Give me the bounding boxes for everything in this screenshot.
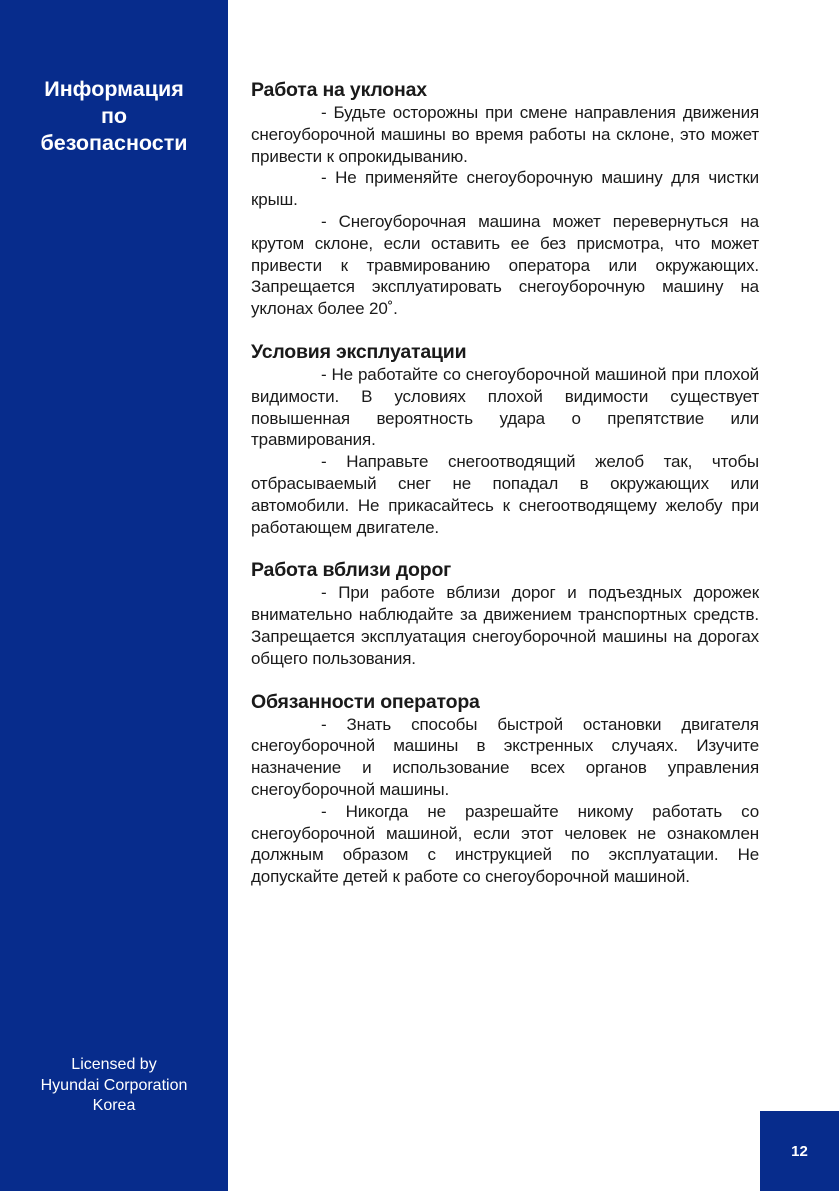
main-content: [251, 78, 759, 908]
paragraph: - Будьте осторожны при смене направления движения снегоуборочной машины во время работы на склоне, это может привести к опрокидыванию.: [251, 103, 759, 166]
section-near-roads: [251, 558, 759, 669]
paragraph: - Не работайте со снегоуборочной машиной при плохой видимости. В условиях плохой видимости существует повышенная вероятность удара о препятствие или травмирования.: [251, 364, 759, 450]
license-line: Hyundai Corporation: [40, 1076, 188, 1094]
section-slopes: [251, 78, 759, 320]
license-note: [0, 1055, 228, 1117]
section-heading: Работа на уклонах: [251, 79, 427, 101]
section-title-line: Информация: [44, 77, 184, 101]
paragraph: - Не применяйте снегоуборочную машину для чистки крыш.: [251, 168, 759, 210]
page-number: 12: [760, 1111, 839, 1191]
section-title: [0, 76, 228, 157]
paragraph: - Снегоуборочная машина может перевернуться на крутом склоне, если оставить ее без присмотра, что может привести к травмированию оператора или окружающих. Запрещается эксплуатировать снегоуборочную машину на уклонах более 20˚.: [251, 211, 759, 319]
section-heading: Условия эксплуатации: [251, 340, 467, 363]
paragraph: - Знать способы быстрой остановки двигателя снегоуборочной машины в экстренных случаях. Изучите назначение и использование всех органов управления снегоуборочной машины.: [251, 714, 759, 799]
paragraph: - При работе вблизи дорог и подъездных дорожек внимательно наблюдайте за движением транспортных средств. Запрещается эксплуатация снегоуборочной машины на дорогах общего пользования.: [251, 583, 759, 668]
sidebar: [0, 0, 228, 1191]
paragraph: - Никогда не разрешайте никому работать со снегоуборочной машиной, если этот человек не ознакомлен должным образом с инструкцией по эксплуатации. Не допускайте детей к работе со снегоуборочной машиной.: [251, 801, 759, 887]
license-line: Licensed by: [71, 1056, 157, 1073]
section-title-line: безопасности: [40, 131, 188, 155]
section-operator-duties: [251, 690, 759, 888]
license-line: Korea: [92, 1097, 136, 1114]
section-title-line: по: [100, 104, 128, 128]
section-heading: Работа вблизи дорог: [251, 559, 452, 582]
section-heading: Обязанности оператора: [251, 690, 480, 713]
paragraph: - Направьте снегоотводящий желоб так, чтобы отбрасываемый снег не попадал в окружающих или автомобили. Не прикасайтесь к снегоотводящему желобу при работающем двигателе.: [251, 452, 759, 537]
section-operating-conditions: [251, 340, 759, 538]
